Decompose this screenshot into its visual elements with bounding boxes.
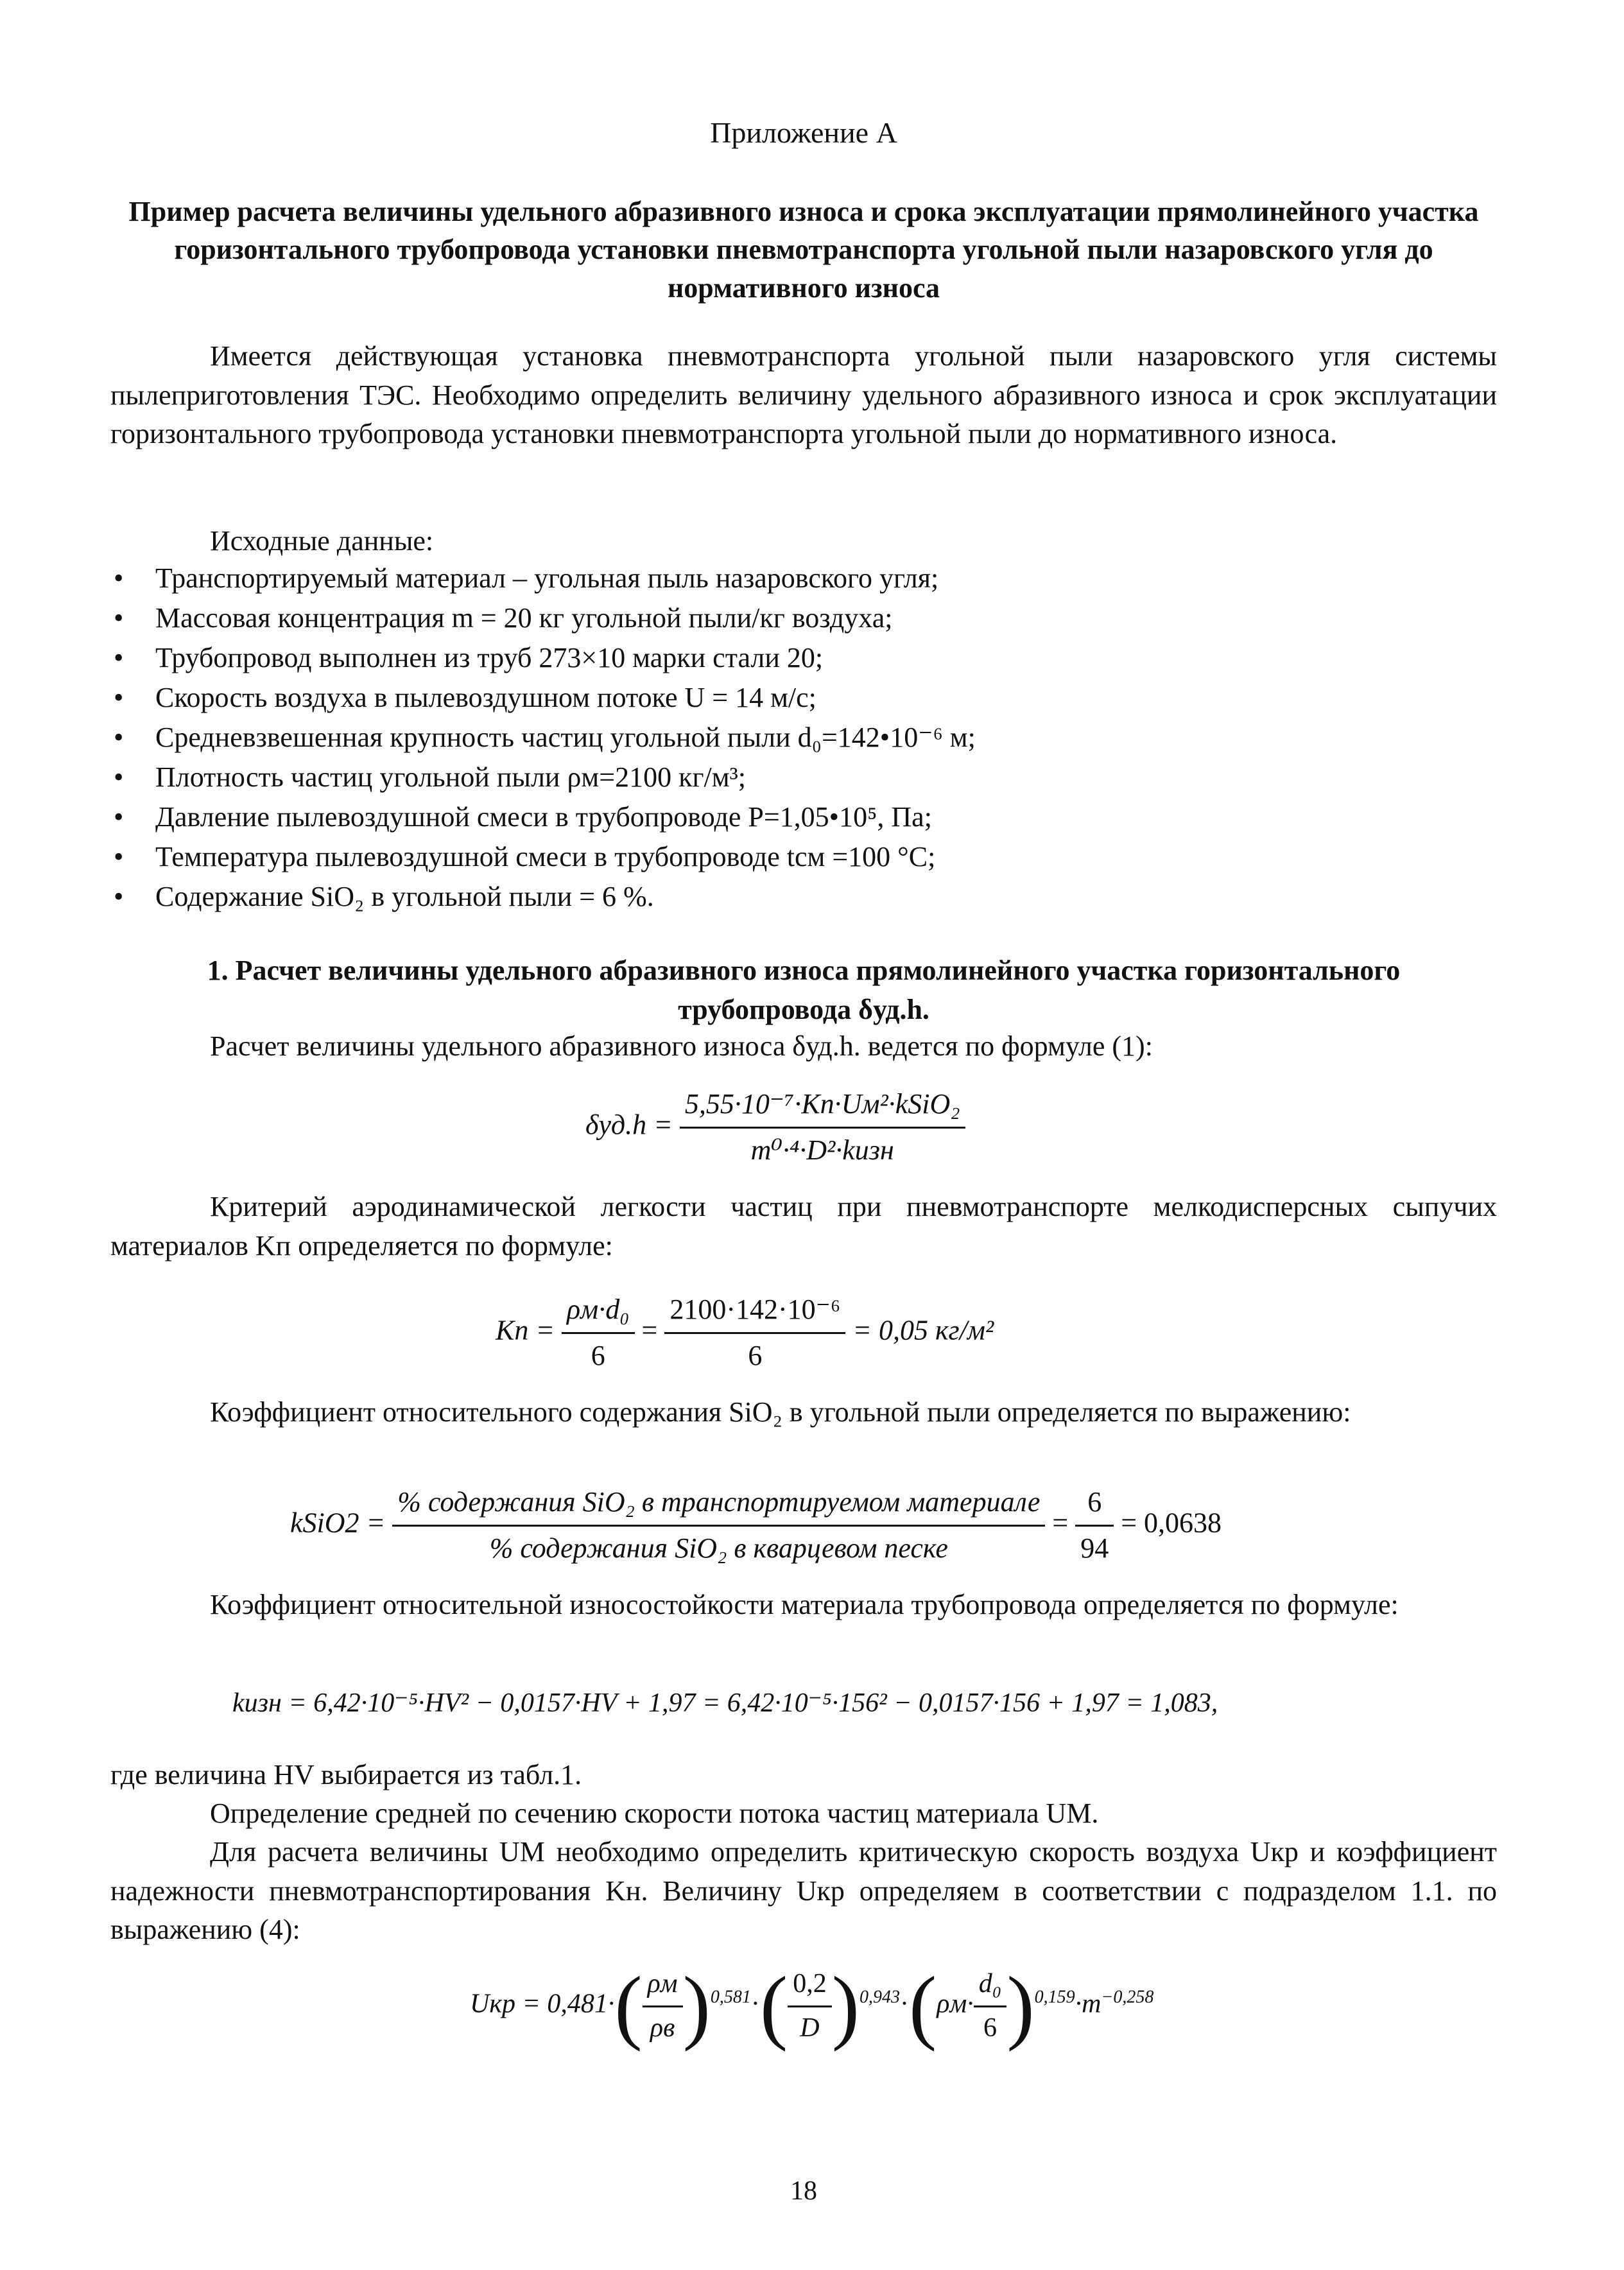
formula-fraction <box>1075 1483 1114 1568</box>
formula-lhs: Uкр = 0,481· <box>470 1989 615 2019</box>
formula-denominator: 6 <box>748 1339 763 1371</box>
section-1-lead: Расчет величины удельного абразивного износа δуд.h. ведется по формуле (1): <box>210 1030 1153 1062</box>
formula-lhs: δуд.h = <box>585 1109 673 1141</box>
formula-denominator: ρв <box>650 2013 675 2043</box>
formula-denominator: 6 <box>591 1339 605 1371</box>
list-item: • Содержание SiO₂ в угольной пыли = 6 %. <box>110 877 1497 917</box>
formula-numerator: 5,55·10⁻⁷·Kп·Uм²·kSiO₂ <box>680 1085 965 1129</box>
formula-fraction <box>680 1085 965 1170</box>
formula-kizn: kизн = 6,42·10⁻⁵·HV² − 0,0157·HV + 1,97 = 6,42·10⁻⁵·156² − 0,0157·156 + 1,97 = 1,083, <box>232 1688 1218 1718</box>
formula-numerator: 0,2 <box>788 1966 832 2007</box>
list-item: • Массовая концентрация m = 20 кг угольной пыли/кг воздуха; <box>110 598 1497 638</box>
formula-fraction <box>974 1966 1007 2047</box>
ukr-paragraph: Для расчета величины UМ необходимо определить критическую скорость воздуха Uкр и коэффициент надежности пневмотранспортирования Kн. Величину Uкр определяем в соответствии с подразделом 1.1. по выражению (4): <box>110 1836 1497 1946</box>
formula-denominator: m⁰·⁴·D²·kизн <box>750 1134 894 1166</box>
formula-denominator: D <box>800 2013 820 2043</box>
formula-numerator: ρм <box>643 1966 683 2007</box>
initial-data-heading: Исходные данные: <box>210 525 434 557</box>
formula-equals: = <box>1052 1507 1069 1539</box>
formula-result: = 0,0638 <box>1121 1507 1222 1539</box>
hv-note: где величина HV выбирается из табл.1. <box>110 1759 582 1790</box>
formula-numerator: 2100·142·10⁻⁶ <box>664 1290 845 1334</box>
formula-fraction <box>562 1290 635 1375</box>
formula-numerator: % содержания SiO₂ в транспортируемом материале <box>392 1483 1045 1527</box>
formula-kp <box>496 1290 994 1375</box>
page-number: 18 <box>790 2176 817 2206</box>
section-1-title-line1: 1. Расчет величины удельного абразивного износа прямолинейного участка горизонтального <box>207 955 1401 986</box>
formula-specific-wear <box>585 1085 965 1170</box>
formula-term: ·m <box>1075 1989 1101 2019</box>
formula-fraction <box>643 1966 683 2047</box>
page-title: Пример расчета величины удельного абразивного износа и срока эксплуатации прямолинейного участка горизонтального трубопровода установки пневмотранспорта угольной пыли назаровского угля до нормативного износа <box>128 196 1479 304</box>
list-item: • Транспортируемый материал – угольная пыль назаровского угля; <box>110 559 1497 598</box>
list-item: • Температура пылевоздушной смеси в трубопроводе tсм =100 °С; <box>110 837 1497 877</box>
appendix-label: Приложение А <box>710 116 897 149</box>
formula-ksio2 <box>290 1483 1222 1568</box>
formula-denominator: 6 <box>983 2013 998 2043</box>
list-item: • Плотность частиц угольной пыли ρм=2100 кг/м³; <box>110 758 1497 797</box>
list-item: • Скорость воздуха в пылевоздушном потоке U = 14 м/с; <box>110 678 1497 718</box>
document-page <box>110 0 1497 2270</box>
kp-paragraph: Критерий аэродинамической легкости частиц при пневмотранспорте мелкодисперсных сыпучих материалов Kп определяется по формуле: <box>110 1191 1497 1261</box>
formula-lhs: Kп = <box>496 1314 555 1346</box>
kizn-paragraph: Коэффициент относительной износостойкости материала трубопровода определяется по формуле: <box>210 1589 1399 1620</box>
formula-numerator: ρм·d₀ <box>562 1290 635 1334</box>
initial-data-list <box>110 559 1497 917</box>
formula-exponent: 0,159 <box>1034 1987 1075 2007</box>
ksio2-paragraph: Коэффициент относительного содержания SiO₂ в угольной пыли определяется по выражению: <box>210 1396 1351 1428</box>
formula-fraction <box>788 1966 832 2047</box>
formula-ukr: Uкр = 0,481·( $\frac{\rho м}{\rho в}$ )$^{0,581}$·( $\frac{0,2}{D}$ )$^{0,943}$·(ρм· $\frac{\text{d₀}}{6}$ )$^{0,159}\cdot m^{-0,258}$ <box>470 1960 1154 2052</box>
section-1-title <box>110 951 1497 1029</box>
section-1-title-line2: трубопровода δуд.h. <box>678 993 929 1025</box>
list-item: • Трубопровод выполнен из труб 273×10 марки стали 20; <box>110 638 1497 678</box>
formula-result: = 0,05 кг/м² <box>852 1314 994 1346</box>
list-item: • Средневзвешенная крупность частиц угольной пыли d₀=142•10⁻⁶ м; <box>110 718 1497 758</box>
formula-equals: = <box>641 1314 658 1346</box>
intro-paragraph: Имеется действующая установка пневмотранспорта угольной пыли назаровского угля системы пылеприготовления ТЭС. Необходимо определить величину удельного абразивного износа и срок эксплуатации горизонтального трубопровода установки пневмотранспорта угольной пыли до нормативного износа. <box>110 340 1497 450</box>
um-paragraph: Определение средней по сечению скорости потока частиц материала UМ. <box>210 1798 1099 1829</box>
formula-term: ρм· <box>937 1989 974 2019</box>
formula-numerator: d₀ <box>974 1966 1007 2007</box>
formula-denominator: % содержания SiO₂ в кварцевом песке <box>489 1532 948 1564</box>
formula-fraction <box>392 1483 1045 1568</box>
formula-lhs: kSiO2 = <box>290 1507 386 1539</box>
formula-denominator: 94 <box>1080 1532 1109 1564</box>
formula-numerator: 6 <box>1075 1483 1114 1527</box>
list-item: • Давление пылевоздушной смеси в трубопроводе P=1,05•10⁵, Па; <box>110 797 1497 837</box>
formula-fraction <box>664 1290 845 1375</box>
formula-exponent: 0,943 <box>859 1987 900 2007</box>
formula-exponent: −0,258 <box>1101 1987 1154 2007</box>
formula-exponent: 0,581 <box>710 1987 751 2007</box>
